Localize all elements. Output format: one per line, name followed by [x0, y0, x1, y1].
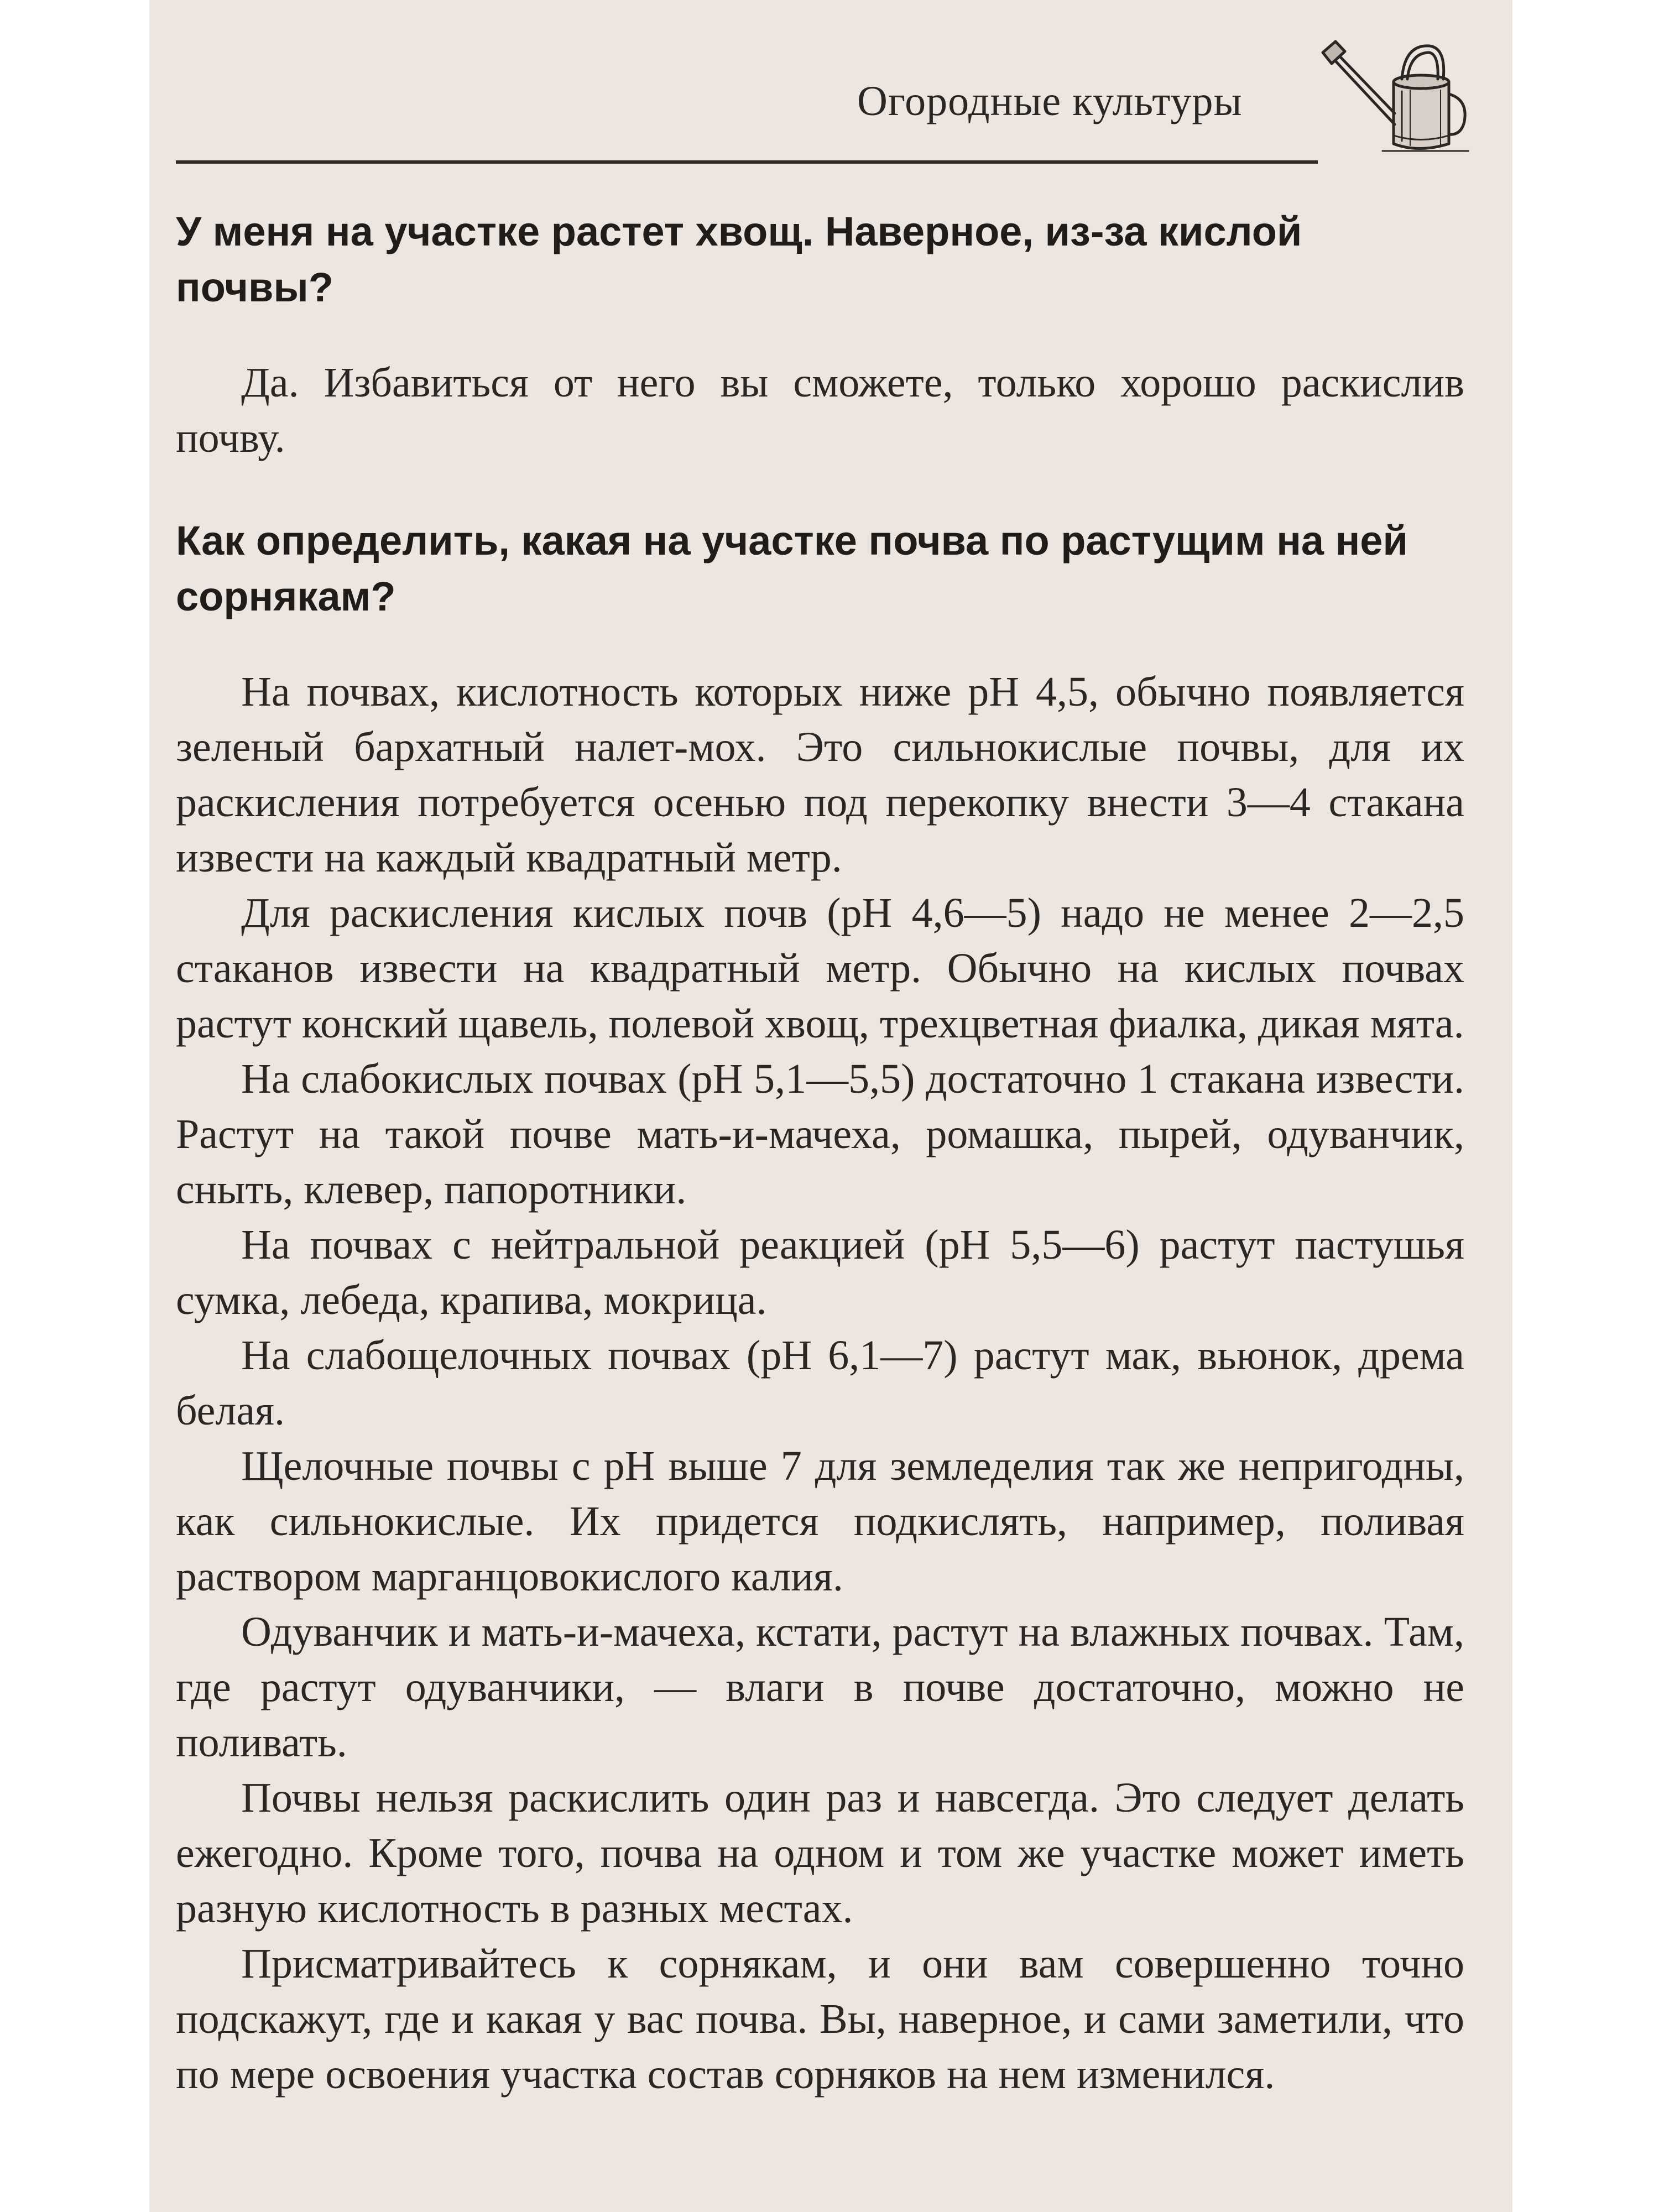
running-header-title: Огородные культуры [857, 78, 1243, 124]
answer-block [176, 664, 1464, 2102]
answer-paragraph: Щелочные почвы с рН выше 7 для земледелия так же непригодны, как сильнокислые. Их придется подкислять, например, поливая раствором марганцовокислого калия. [176, 1443, 1464, 1600]
answer-paragraph: На почвах, кислотность которых ниже рН 4,5, обычно появляется зеленый бархатный налет-мох. Это сильнокислые почвы, для их раскисления потребуется осенью под перекопку внести 3—4 стакана извести на каждый квадратный метр. [176, 669, 1464, 881]
question-heading: У меня на участке растет хвощ. Наверное, из-за кислой почвы? [176, 208, 1302, 310]
answer-block [176, 355, 1464, 466]
answer-paragraph: На слабокислых почвах (рН 5,1—5,5) достаточно 1 стакана извести. Растут на такой почве мать-и-мачеха, ромашка, пырей, одуванчик, сныть, клевер, папоротники. [176, 1056, 1464, 1213]
watering-can-icon [1311, 30, 1477, 158]
header-divider [176, 160, 1318, 164]
answer-paragraph: Присматривайтесь к сорнякам, и они вам совершенно точно подскажут, где и какая у вас почва. Вы, наверное, и сами заметили, что по мере освоения участка состав сорняков на нем изменился. [176, 1940, 1464, 2098]
page-content [176, 204, 1464, 2102]
answer-paragraph: Для раскисления кислых почв (рН 4,6—5) надо не менее 2—2,5 стаканов извести на квадратный метр. Обычно на кислых почвах растут конский щавель, полевой хвощ, трехцветная фиалка, дикая мята. [176, 890, 1464, 1047]
book-page [149, 0, 1512, 2212]
answer-paragraph: Да. Избавиться от него вы сможете, только хорошо раскислив почву. [176, 359, 1464, 461]
answer-paragraph: На почвах с нейтральной реакцией (рН 5,5—6) растут пастушья сумка, лебеда, крапива, мокрица. [176, 1222, 1464, 1323]
answer-paragraph: Одуванчик и мать-и-мачеха, кстати, растут на влажных почвах. Там, где растут одуванчики, — влаги в почве достаточно, можно не поливать. [176, 1609, 1464, 1766]
question-heading: Как определить, какая на участке почва по растущим на ней сорнякам? [176, 518, 1408, 619]
answer-paragraph: На слабощелочных почвах (рН 6,1—7) растут мак, вьюнок, дрема белая. [176, 1332, 1464, 1434]
answer-paragraph: Почвы нельзя раскислить один раз и навсегда. Это следует делать ежегодно. Кроме того, почва на одном и том же участке может иметь разную кислотность в разных местах. [176, 1775, 1464, 1932]
